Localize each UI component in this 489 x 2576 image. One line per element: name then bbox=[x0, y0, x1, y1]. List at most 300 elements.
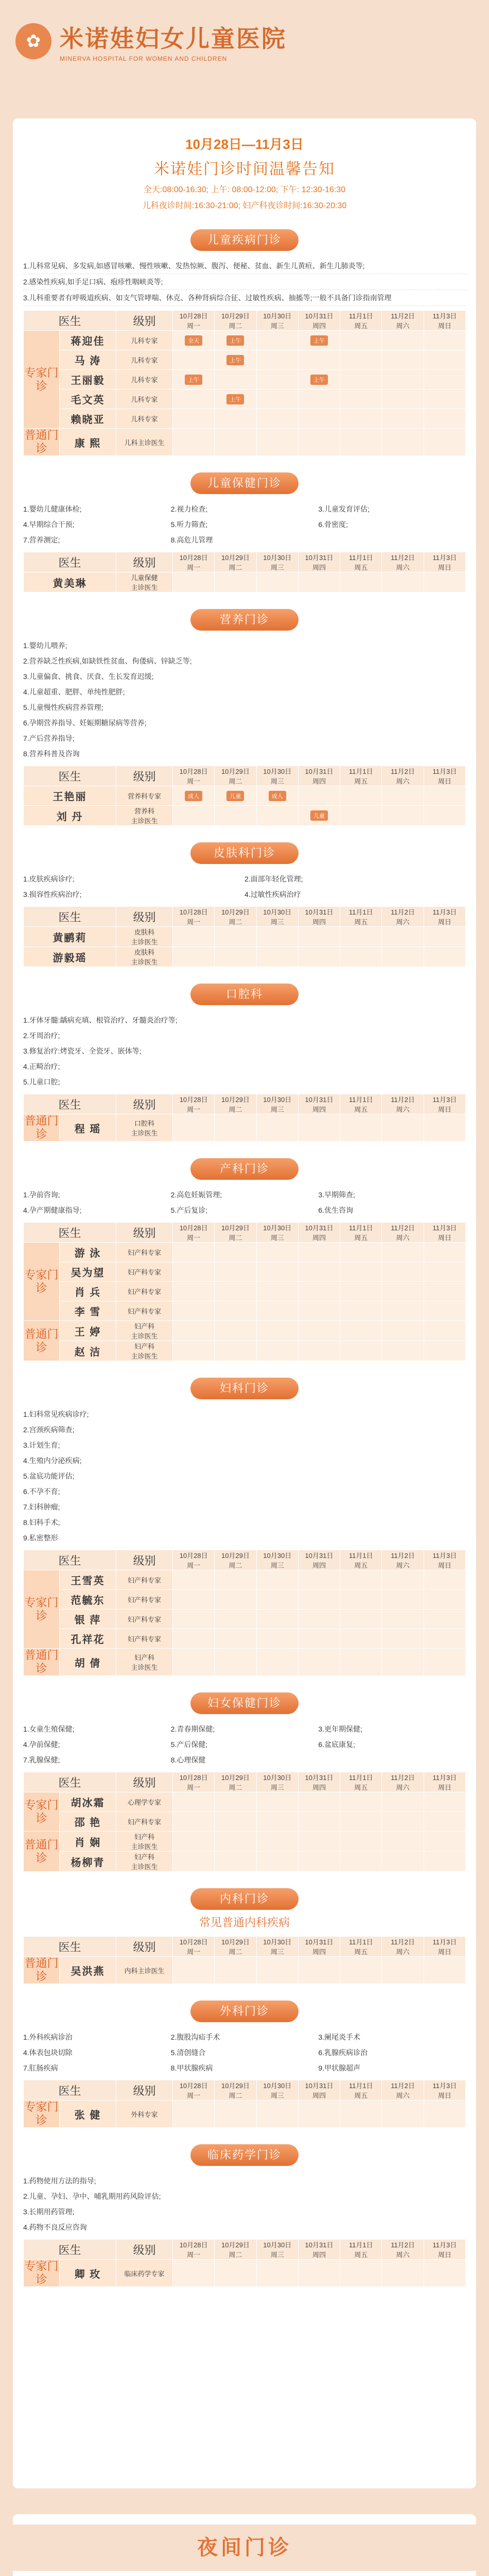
doctor-level: 口腔科 主诊医生 bbox=[116, 1114, 173, 1142]
slot-cell bbox=[340, 1590, 382, 1609]
doctor-level: 妇产科 主诊医生 bbox=[116, 1832, 173, 1852]
slot-cell bbox=[215, 1792, 256, 1812]
day-header: 10月31日 周四 bbox=[298, 2080, 340, 2100]
day-header: 10月31日 周四 bbox=[298, 766, 340, 786]
list-item: 7.产后营养指导; bbox=[23, 734, 75, 742]
list-item: 1.女童生殖保健; bbox=[23, 1725, 75, 1733]
slot-cell bbox=[382, 1792, 424, 1812]
slot-cell bbox=[340, 1609, 382, 1629]
day-header: 11月3日 周日 bbox=[424, 2080, 465, 2100]
day-header: 11月3日 周日 bbox=[424, 2240, 465, 2260]
day-header: 10月29日 周二 bbox=[215, 907, 256, 927]
group-label: 专家门诊 bbox=[24, 2100, 59, 2127]
service-list bbox=[23, 258, 466, 306]
list-item: 3.计划生育; bbox=[23, 1441, 60, 1449]
slot-cell bbox=[424, 1629, 465, 1649]
slot-cell bbox=[424, 1812, 465, 1832]
slot-cell: 上午 bbox=[173, 370, 215, 389]
doctor-name: 吴为望 bbox=[60, 1262, 116, 1282]
slot-cell bbox=[215, 806, 256, 826]
slot-cell bbox=[256, 1321, 298, 1341]
slot-cell bbox=[215, 572, 256, 592]
day-header: 11月2日 周六 bbox=[382, 311, 424, 331]
col-doctor: 医生 bbox=[24, 1094, 116, 1114]
section-pediatric bbox=[13, 229, 476, 463]
day-header: 10月28日 周一 bbox=[173, 311, 215, 331]
doctor-name: 马 涛 bbox=[60, 350, 116, 370]
section-pharmacy bbox=[13, 2144, 476, 2294]
slot-cell: 上午 bbox=[215, 389, 256, 409]
col-doctor: 医生 bbox=[24, 1937, 116, 1957]
slot-cell bbox=[256, 2260, 298, 2287]
slot-cell bbox=[298, 350, 340, 370]
slot-cell bbox=[256, 1570, 298, 1590]
doctor-level: 妇产科专家 bbox=[116, 1301, 173, 1321]
doctor-name: 刘 丹 bbox=[24, 806, 116, 826]
slot-cell bbox=[298, 1629, 340, 1649]
slot-cell bbox=[173, 927, 215, 947]
list-item: 8.营养科普及咨询 bbox=[23, 750, 80, 758]
slot-cell bbox=[382, 1341, 424, 1361]
slot-cell bbox=[298, 1792, 340, 1812]
slot-cell bbox=[340, 786, 382, 806]
slot-cell bbox=[256, 1114, 298, 1142]
slot-cell bbox=[382, 1570, 424, 1590]
slot-cell bbox=[215, 1282, 256, 1301]
date-range: 10月28日—11月3日 bbox=[185, 137, 304, 152]
slot-cell bbox=[340, 927, 382, 947]
list-item: 5.儿童口腔; bbox=[23, 1078, 60, 1086]
slot-cell bbox=[340, 1301, 382, 1321]
doctor-name: 王雪英 bbox=[60, 1570, 116, 1590]
doctor-name: 孔祥花 bbox=[60, 1629, 116, 1649]
schedule-table bbox=[23, 1772, 466, 1872]
slot-cell bbox=[424, 1282, 465, 1301]
doctor-level: 皮肤科 主诊医生 bbox=[116, 927, 173, 947]
service-list bbox=[23, 1721, 466, 1768]
day-header: 10月29日 周二 bbox=[215, 311, 256, 331]
slot-cell bbox=[298, 1590, 340, 1609]
list-item: 4.早期综合干预; bbox=[23, 520, 75, 529]
slot-cell bbox=[382, 1114, 424, 1142]
slot-cell bbox=[382, 1301, 424, 1321]
slot-cell bbox=[424, 1341, 465, 1361]
col-level: 级别 bbox=[116, 1772, 173, 1792]
doctor-name: 程 瑶 bbox=[60, 1114, 116, 1142]
slot-cell bbox=[256, 389, 298, 409]
list-item: 5.儿童慢性疾病营养管理; bbox=[23, 703, 103, 711]
doctor-name: 毛文英 bbox=[60, 389, 116, 409]
slot-cell bbox=[215, 1852, 256, 1872]
col-level: 级别 bbox=[116, 1937, 173, 1957]
slot-cell bbox=[424, 947, 465, 967]
day-header: 11月1日 周五 bbox=[340, 1094, 382, 1114]
doctor-name: 李 雪 bbox=[60, 1301, 116, 1321]
slot-cell bbox=[298, 1321, 340, 1341]
day-header: 10月29日 周二 bbox=[215, 2080, 256, 2100]
day-header: 10月31日 周四 bbox=[298, 1094, 340, 1114]
doctor-name: 范毓东 bbox=[60, 1590, 116, 1609]
col-doctor: 医生 bbox=[24, 907, 116, 927]
slot-cell bbox=[424, 370, 465, 389]
day-header: 10月28日 周一 bbox=[173, 1937, 215, 1957]
slot-cell bbox=[382, 331, 424, 350]
slot-cell bbox=[298, 1957, 340, 1984]
list-item: 1.妇科常见疾病诊疗; bbox=[23, 1410, 89, 1418]
slot-cell bbox=[340, 331, 382, 350]
slot-cell bbox=[382, 786, 424, 806]
slot-cell bbox=[256, 350, 298, 370]
list-item: 6.不孕不育; bbox=[23, 1487, 60, 1496]
slot-cell bbox=[173, 1114, 215, 1142]
day-header: 11月1日 周五 bbox=[340, 766, 382, 786]
day-header: 11月3日 周日 bbox=[424, 1223, 465, 1243]
list-item: 4.体表包块切除 bbox=[23, 2048, 73, 2057]
col-level: 级别 bbox=[116, 2240, 173, 2260]
col-level: 级别 bbox=[116, 1223, 173, 1243]
list-item: 8.心理保健 bbox=[170, 1756, 206, 1764]
day-header: 11月1日 周五 bbox=[340, 1772, 382, 1792]
day-header: 10月28日 周一 bbox=[173, 2080, 215, 2100]
list-item: 3.儿科重要者有呼吸道疾病、如支气管哮喘、休克、各种肾病综合征、过敏性疾病、抽搐等;一般不具备门诊指南管理 bbox=[23, 290, 466, 306]
list-item: 3.儿童发育评估; bbox=[318, 505, 370, 513]
day-header: 11月3日 周日 bbox=[424, 766, 465, 786]
slot-cell: 上午 bbox=[215, 331, 256, 350]
slot-cell bbox=[215, 1609, 256, 1629]
slot-cell bbox=[298, 1570, 340, 1590]
list-item: 2.宫颈疾病筛查; bbox=[23, 1426, 75, 1434]
slot-cell bbox=[340, 1649, 382, 1676]
doctor-level: 儿童保健 主诊医生 bbox=[116, 572, 173, 592]
section-gynecology bbox=[13, 1378, 476, 1683]
list-item: 1.外科疾病诊治 bbox=[23, 2033, 73, 2041]
brand-english: MINERVA HOSPITAL FOR WOMEN AND CHILDREN bbox=[60, 55, 228, 62]
slot-cell bbox=[173, 1792, 215, 1812]
section-title: 口腔科 bbox=[190, 984, 299, 1005]
slot-cell bbox=[298, 572, 340, 592]
slot-cell bbox=[340, 947, 382, 967]
list-item: 7.妇科肿瘤; bbox=[23, 1503, 60, 1511]
slot-cell bbox=[340, 409, 382, 429]
day-header: 11月2日 周六 bbox=[382, 2240, 424, 2260]
day-header: 10月30日 周三 bbox=[256, 2080, 298, 2100]
doctor-name: 赖晓亚 bbox=[60, 409, 116, 429]
section-title: 儿童保健门诊 bbox=[190, 472, 299, 494]
list-item: 1.儿科常见病、多发病,如感冒咳嗽、慢性咳嗽、发热惊厥、腹泻、便秘、贫血、新生儿黄疸、新生儿肺炎等; bbox=[23, 258, 466, 274]
slot-cell bbox=[173, 1852, 215, 1872]
day-header: 10月31日 周四 bbox=[298, 1937, 340, 1957]
doctor-name: 王艳丽 bbox=[24, 786, 116, 806]
doctor-level: 妇产科专家 bbox=[116, 1570, 173, 1590]
col-level: 级别 bbox=[116, 1094, 173, 1114]
section-dental bbox=[13, 984, 476, 1149]
slot-cell bbox=[173, 2100, 215, 2128]
slot-cell bbox=[298, 1832, 340, 1852]
slot-cell bbox=[298, 1649, 340, 1676]
day-header: 11月2日 周六 bbox=[382, 1094, 424, 1114]
day-header: 10月29日 周二 bbox=[215, 1223, 256, 1243]
slot-cell bbox=[173, 1243, 215, 1262]
col-level: 级别 bbox=[116, 2080, 173, 2100]
section-surgery bbox=[13, 2001, 476, 2135]
slot-cell bbox=[382, 572, 424, 592]
doctor-name: 黄美琳 bbox=[24, 572, 116, 592]
list-item: 9.私密整形 bbox=[23, 1534, 58, 1542]
day-header: 10月28日 周一 bbox=[173, 1772, 215, 1792]
slot-cell bbox=[256, 1812, 298, 1832]
slot-cell bbox=[215, 429, 256, 456]
slot-cell bbox=[215, 1243, 256, 1262]
slot-cell: 成人 bbox=[173, 786, 215, 806]
brand-block bbox=[60, 20, 287, 62]
day-header: 11月3日 周日 bbox=[424, 552, 465, 572]
list-item: 4.正畸治疗; bbox=[23, 1062, 60, 1071]
slot-cell bbox=[215, 1321, 256, 1341]
day-header: 10月29日 周二 bbox=[215, 766, 256, 786]
slot-cell bbox=[340, 1629, 382, 1649]
slot-cell bbox=[173, 2260, 215, 2287]
slot-cell bbox=[382, 947, 424, 967]
group-label: 专家门诊 bbox=[24, 1570, 60, 1649]
slot-cell bbox=[173, 1649, 215, 1676]
slot-cell bbox=[298, 1609, 340, 1629]
day-header: 11月1日 周五 bbox=[340, 1550, 382, 1570]
doctor-level: 内科主诊医生 bbox=[116, 1957, 173, 1984]
slot-cell bbox=[340, 1321, 382, 1341]
slot-cell bbox=[173, 1341, 215, 1361]
slot-cell bbox=[256, 370, 298, 389]
list-item: 2.视力检查; bbox=[170, 505, 208, 513]
doctor-name: 王 婷 bbox=[60, 1321, 116, 1341]
slot-cell bbox=[173, 409, 215, 429]
slot-cell bbox=[215, 2260, 256, 2287]
slot-cell: 儿童 bbox=[298, 806, 340, 826]
slot-cell bbox=[256, 429, 298, 456]
day-header: 11月1日 周五 bbox=[340, 2080, 382, 2100]
slot-cell bbox=[173, 1570, 215, 1590]
day-header: 10月30日 周三 bbox=[256, 2240, 298, 2260]
day-header: 11月3日 周日 bbox=[424, 907, 465, 927]
day-header: 10月30日 周三 bbox=[256, 1772, 298, 1792]
slot-cell bbox=[256, 1282, 298, 1301]
slot-cell bbox=[424, 1792, 465, 1812]
list-item: 4.儿童超重、肥胖、单纯性肥胖; bbox=[23, 688, 125, 696]
slot-cell bbox=[340, 1957, 382, 1984]
slot-cell bbox=[256, 1262, 298, 1282]
slot-cell bbox=[382, 1629, 424, 1649]
doctor-level: 妇产科 主诊医生 bbox=[116, 1852, 173, 1872]
day-header: 10月31日 周四 bbox=[298, 907, 340, 927]
col-level: 级别 bbox=[116, 552, 173, 572]
slot-cell bbox=[173, 1321, 215, 1341]
list-item: 4.孕产期健康指导; bbox=[23, 1206, 82, 1214]
list-item: 7.肛肠疾病 bbox=[23, 2064, 58, 2072]
doctor-level: 妇产科专家 bbox=[116, 1629, 173, 1649]
day-header: 10月30日 周三 bbox=[256, 311, 298, 331]
slot-cell bbox=[424, 806, 465, 826]
slot-cell bbox=[298, 2260, 340, 2287]
schedule-table bbox=[23, 1094, 466, 1142]
slot-cell bbox=[215, 1957, 256, 1984]
list-item: 8.妇科手术; bbox=[23, 1518, 60, 1527]
night-clinic-card bbox=[13, 2514, 476, 2576]
list-item: 7.营养测定; bbox=[23, 536, 60, 544]
slot-cell bbox=[424, 1832, 465, 1852]
slot-cell bbox=[340, 1570, 382, 1590]
day-header: 10月28日 周一 bbox=[173, 907, 215, 927]
slot-cell bbox=[256, 1832, 298, 1852]
slot-cell bbox=[340, 1792, 382, 1812]
slot-cell bbox=[382, 1609, 424, 1629]
list-item: 1.孕前咨询; bbox=[23, 1191, 60, 1199]
slot-cell bbox=[424, 1649, 465, 1676]
slot-cell bbox=[340, 1114, 382, 1142]
day-header: 10月28日 周一 bbox=[173, 1550, 215, 1570]
list-item: 3.损容性疾病治疗; bbox=[23, 890, 82, 899]
doctor-name: 胡冰霜 bbox=[60, 1792, 116, 1812]
list-item: 1.婴幼儿健康体检; bbox=[23, 505, 82, 513]
slot-cell bbox=[424, 1321, 465, 1341]
brand-name: 米诺娃妇女儿童医院 bbox=[60, 25, 287, 52]
day-header: 10月31日 周四 bbox=[298, 311, 340, 331]
service-list bbox=[23, 2173, 466, 2235]
slot-cell bbox=[256, 1649, 298, 1676]
day-header: 11月3日 周日 bbox=[424, 1094, 465, 1114]
slot-cell bbox=[215, 2100, 256, 2128]
slot-cell bbox=[298, 409, 340, 429]
day-header: 10月28日 周一 bbox=[173, 1223, 215, 1243]
slot-cell bbox=[173, 1590, 215, 1609]
doctor-name: 蒋迎佳 bbox=[60, 331, 116, 350]
slot-cell bbox=[256, 1243, 298, 1262]
slot-cell: 儿童 bbox=[215, 786, 256, 806]
list-item: 1.皮肤疾病诊疗; bbox=[23, 875, 75, 883]
slot-cell bbox=[340, 1852, 382, 1872]
doctor-level: 妇产科专家 bbox=[116, 1282, 173, 1301]
section-internal bbox=[13, 1888, 476, 1991]
doctor-name: 康 熙 bbox=[60, 429, 116, 456]
col-doctor: 医生 bbox=[24, 1223, 116, 1243]
slot-cell bbox=[215, 1649, 256, 1676]
slot-cell bbox=[215, 1812, 256, 1832]
slot-cell bbox=[298, 389, 340, 409]
slot-cell bbox=[424, 1114, 465, 1142]
group-label: 专家门诊 bbox=[24, 1243, 60, 1321]
list-item: 2.面部年轻化管理; bbox=[244, 875, 303, 883]
day-header: 10月29日 周二 bbox=[215, 1550, 256, 1570]
doctor-name: 赵 洁 bbox=[60, 1341, 116, 1361]
col-doctor: 医生 bbox=[24, 311, 116, 331]
slot-cell bbox=[424, 2100, 465, 2128]
doctor-level: 妇产科专家 bbox=[116, 1812, 173, 1832]
group-label: 普通门诊 bbox=[24, 1114, 59, 1141]
slot-cell bbox=[340, 1341, 382, 1361]
slot-cell bbox=[340, 389, 382, 409]
list-item: 2.青春期保健; bbox=[170, 1725, 215, 1733]
schedule-table bbox=[23, 1936, 466, 1984]
list-item: 1.婴幼儿喂养; bbox=[23, 641, 67, 650]
col-level: 级别 bbox=[116, 1550, 173, 1570]
list-item: 8.高危儿管理 bbox=[170, 536, 213, 544]
slot-cell bbox=[298, 1812, 340, 1832]
day-header: 11月3日 周日 bbox=[424, 311, 465, 331]
slot-cell bbox=[215, 1262, 256, 1282]
doctor-level: 妇产科 主诊医生 bbox=[116, 1341, 173, 1361]
slot-cell bbox=[424, 927, 465, 947]
notice-title bbox=[13, 118, 476, 220]
slot-cell bbox=[298, 786, 340, 806]
slot-cell bbox=[173, 1812, 215, 1832]
day-header: 10月30日 周三 bbox=[256, 907, 298, 927]
day-header: 10月31日 周四 bbox=[298, 1550, 340, 1570]
slot-cell bbox=[256, 1852, 298, 1872]
doctor-name: 肖 娴 bbox=[60, 1832, 116, 1852]
section-title: 儿童疾病门诊 bbox=[190, 229, 299, 251]
slot-cell bbox=[424, 1590, 465, 1609]
slot-cell bbox=[215, 927, 256, 947]
day-header: 10月29日 周二 bbox=[215, 552, 256, 572]
day-header: 10月28日 周一 bbox=[173, 766, 215, 786]
col-doctor: 医生 bbox=[24, 552, 116, 572]
list-item: 4.过敏性疾病治疗 bbox=[244, 890, 301, 899]
slot-cell: 上午 bbox=[298, 370, 340, 389]
list-item: 2.营养缺乏性疾病,如缺铁性贫血、佝偻病、锌缺乏等; bbox=[23, 657, 192, 665]
slot-cell bbox=[215, 947, 256, 967]
doctor-name: 王丽毅 bbox=[60, 370, 116, 389]
doctor-level: 妇产科专家 bbox=[116, 1262, 173, 1282]
slot-cell bbox=[256, 947, 298, 967]
slot-cell bbox=[298, 1341, 340, 1361]
slot-cell bbox=[298, 1282, 340, 1301]
group-label: 普通门诊 bbox=[24, 1649, 59, 1675]
slot-cell bbox=[382, 1812, 424, 1832]
slot-cell bbox=[256, 1590, 298, 1609]
slot-cell bbox=[382, 1852, 424, 1872]
service-list bbox=[23, 1406, 466, 1546]
opening-hours: 全天:08:00-16:30; 上午: 08:00-12:00; 下午: 12:30-16:30 bbox=[143, 185, 346, 194]
slot-cell bbox=[340, 2100, 382, 2128]
group-label: 普通门诊 bbox=[24, 1832, 60, 1872]
slot-cell bbox=[256, 2100, 298, 2128]
slot-cell bbox=[424, 572, 465, 592]
list-item: 2.感染性疾病,如手足口病、疱疹性咽峡炎等; bbox=[23, 274, 466, 290]
slot-cell bbox=[424, 331, 465, 350]
schedule-table bbox=[23, 552, 466, 592]
schedule-table bbox=[23, 310, 466, 456]
slot-cell bbox=[173, 947, 215, 967]
list-item: 4.孕前保健; bbox=[23, 1740, 60, 1749]
day-header: 11月2日 周六 bbox=[382, 907, 424, 927]
schedule-table bbox=[23, 2080, 466, 2128]
day-header: 10月29日 周二 bbox=[215, 2240, 256, 2260]
slot-cell bbox=[215, 1341, 256, 1361]
day-header: 10月31日 周四 bbox=[298, 552, 340, 572]
slot-cell bbox=[256, 1792, 298, 1812]
doctor-level: 妇产科专家 bbox=[116, 1590, 173, 1609]
day-header: 10月29日 周二 bbox=[215, 1937, 256, 1957]
doctor-name: 卿 玫 bbox=[60, 2260, 116, 2287]
day-header: 11月2日 周六 bbox=[382, 552, 424, 572]
slot-cell bbox=[340, 1282, 382, 1301]
day-header: 10月30日 周三 bbox=[256, 1550, 298, 1570]
service-list bbox=[23, 1012, 466, 1090]
section-women-care bbox=[13, 1692, 476, 1879]
doctor-name: 邵 艳 bbox=[60, 1812, 116, 1832]
slot-cell bbox=[256, 1629, 298, 1649]
doctor-name: 游毅瑶 bbox=[24, 947, 116, 967]
group-label: 专家门诊 bbox=[24, 1792, 60, 1832]
slot-cell bbox=[173, 350, 215, 370]
